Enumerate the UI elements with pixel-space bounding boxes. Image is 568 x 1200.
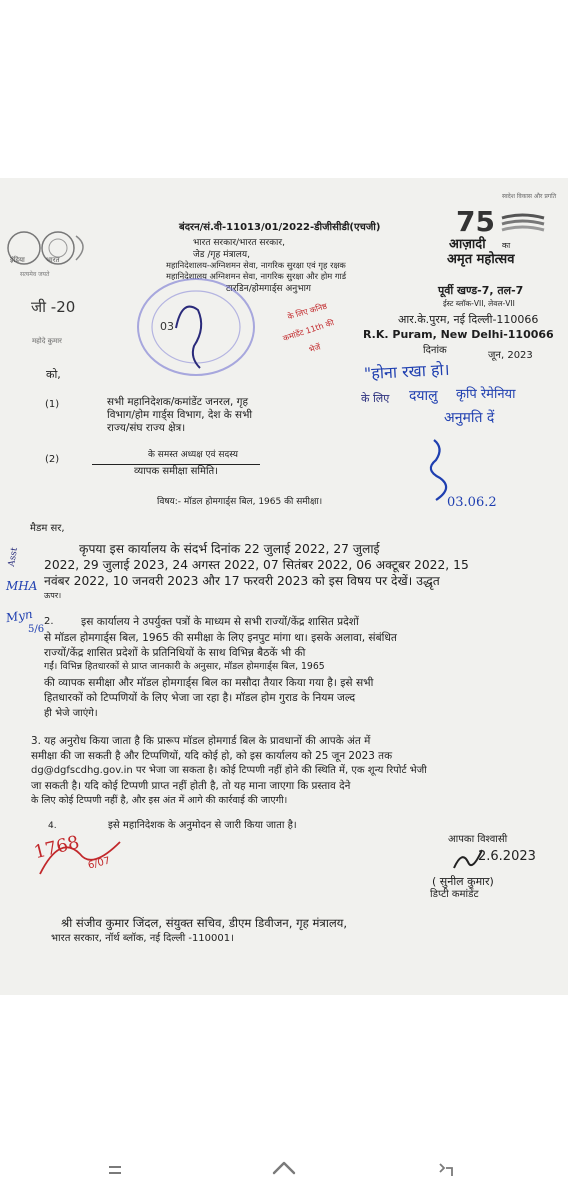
item-2-line-1: के समस्त अध्यक्ष एवं सदस्य <box>148 450 238 460</box>
address-line-2: ईस्ट ब्लॉक-VII, लेवल-VII <box>443 299 515 308</box>
small-line: महोदे कुमार <box>32 337 62 345</box>
salutation: मैडम सर, <box>30 523 65 534</box>
para2-line-2: से मॉडल होमगार्ड्स बिल, 1965 की समीक्षा के लिए इनपुट मांगा था। इसके अलावा, संबंधित <box>44 632 397 644</box>
home-outline-icon <box>271 1159 297 1181</box>
para1-line-1: कृपया इस कार्यालय के संदर्भ दिनांक 22 जुलाई 2022, 27 जुलाई <box>79 542 380 556</box>
stamp-number: 03 <box>160 320 174 333</box>
para3-line-5: के लिए कोई टिप्पणी नहीं है, और इस अंत में आगे की कार्रवाई की जाएगी। <box>31 795 288 806</box>
margin-note-2: MHA <box>6 579 38 593</box>
item-1-line-1: सभी महानिदेशक/कमांडेंट जनरल, गृह <box>107 396 248 408</box>
to-label: को, <box>46 368 61 381</box>
handwritten-red-number: 1768 <box>31 831 82 864</box>
para1-line-4: ऊपर। <box>44 591 62 600</box>
para2-line-4: गईं। विभिन्न हितधारकों से प्राप्त जानकारी के अनुसार, मॉडल होमगार्ड्स बिल, 1965 <box>44 661 325 672</box>
address-line-1: पूर्वी खण्ड-7, तल-7 <box>438 284 524 297</box>
gov-line-1: भारत सरकार/भारत सरकार, <box>193 238 285 248</box>
date-label: दिनांक <box>423 345 447 356</box>
margin-note-4: 5/6 <box>28 624 45 635</box>
flag-swoosh-icon <box>500 212 546 234</box>
address-line-4: R.K. Puram, New Delhi-110066 <box>363 328 554 341</box>
handwritten-note-red-2: कमांडेंट 11th की <box>281 318 336 343</box>
item-2-number: (2) <box>45 454 60 465</box>
para1-line-2: 2022, 29 जुलाई 2023, 24 अगस्त 2022, 07 सितंबर 2022, 06 अक्टूबर 2022, 15 <box>44 558 469 572</box>
handwritten-blue-date: 03.06.2 <box>447 495 497 510</box>
azadi-line-1: आज़ादी <box>449 237 486 252</box>
office-round-stamp <box>128 272 264 382</box>
para3-line-1: 3. यह अनुरोध किया जाता है कि प्रारूप मॉडल होमगार्ड बिल के प्रावधानों की आपके अंत में <box>31 735 371 747</box>
gov-line-3: महानिदेशालय-अग्निशमन सेवा, नागरिक सुरक्षा एवं गृह रक्षक <box>166 260 346 270</box>
gov-line-2: जेड /गृह मंत्रालय, <box>193 250 250 260</box>
para2-line-6: हितधारकों को टिप्पणियों के लिए भेजा जा रहा है। मॉडल होम गुराड के नियम जल्द <box>44 692 356 704</box>
menu-button[interactable] <box>95 1150 135 1190</box>
address-line-3: आर.के.पुरम, नई दिल्ली-110066 <box>398 313 539 326</box>
copy-line-1: श्री संजीव कुमार जिंदल, संयुक्त सचिव, डीएम डिवीजन, गृह मंत्रालय, <box>61 916 348 930</box>
gov-line-5: टारडिन/होमगार्ड्स अनुभाग <box>226 284 311 294</box>
signatory-title: डिप्टी कमांडेंट <box>430 889 479 900</box>
margin-note-1: Asst <box>6 546 21 568</box>
subject-line: विषय:- मॉडल होमगार्ड्स बिल, 1965 की समीक्षा। <box>157 497 323 507</box>
home-button[interactable] <box>264 1150 304 1190</box>
back-button[interactable] <box>426 1150 466 1190</box>
reference-label: जी -20 <box>31 298 76 316</box>
date-value: जून, 2023 <box>488 350 533 361</box>
para3-line-3: dg@dgfscdhg.gov.in पर भेजा जा सकता है। कोई टिप्पणी नहीं होने की स्थिति में, एक शून्य रिपोर्ट भेजी <box>31 765 427 776</box>
scanned-letter <box>0 178 568 995</box>
para4-text: इसे महानिदेशक के अनुमोदन से जारी किया जाता है। <box>108 820 297 831</box>
para4-number: 4. <box>48 821 57 831</box>
azadi-top: स्वदेश विकास और प्रगति <box>502 193 557 200</box>
gov-line-4: महानिदेशालय अग्निशमन सेवा, नागरिक सुरक्षा और होम गार्ड <box>166 271 347 281</box>
emblem-caption: सत्यमेव जयते <box>20 271 50 278</box>
handwritten-blue-line-3: अनुमति दें <box>444 410 495 426</box>
item-1-number: (1) <box>45 399 60 410</box>
para2-line-3: राज्यों/केंद्र शासित प्रदेशों के प्रतिनिधियों के साथ विभिन्न बैठकें भी की <box>44 647 306 659</box>
bottom-navigation-bar <box>0 1136 568 1200</box>
para2-line-5: की व्यापक समीक्षा और मॉडल होमगार्ड्स बिल का मसौदा तैयार किया गया है। इसे सभी <box>44 677 374 689</box>
yours-faithfully: आपका विश्वासी <box>448 834 508 845</box>
back-gesture-icon <box>434 1158 458 1182</box>
item-1-line-2: विभाग/होम गार्ड्स विभाग, देश के सभी <box>107 409 253 421</box>
handwritten-blue-line-2b: दयालु <box>409 388 438 404</box>
signatory-name: ( सुनील कुमार) <box>432 875 494 888</box>
handwritten-note-red-1: के लिए कनिष्ठ <box>286 301 328 322</box>
menu-lines-icon <box>104 1159 126 1181</box>
para3-line-4: जा सकती है। यदि कोई टिप्पणी प्राप्त नहीं होती है, तो यह माना जाएगा कि प्रस्ताव देने <box>31 780 351 792</box>
handwritten-blue-line-1: "होना रखा हो। <box>363 359 451 384</box>
para2-number: 2. <box>44 616 54 627</box>
handwritten-note-red-3: भेजें <box>307 342 322 355</box>
copy-line-2: भारत सरकार, नॉर्थ ब्लॉक, नई दिल्ली -110001। <box>51 933 234 944</box>
azadi-number: 75 <box>456 205 495 238</box>
logo-caption-left: इंडिया <box>10 256 25 264</box>
para1-line-3: नवंबर 2022, 10 जनवरी 2023 और 17 फरवरी 2023 को इस विषय पर देखें। उद्धृत <box>44 574 440 588</box>
item-1-line-3: राज्य/संघ राज्य क्षेत्र। <box>107 422 186 434</box>
underline <box>92 464 260 465</box>
handwritten-blue-line-2c: कृपि रेमेनिया <box>456 387 516 402</box>
azadi-line-2: अमृत महोत्सव <box>447 252 515 267</box>
azadi-ka: का <box>502 241 511 250</box>
para3-line-2: समीक्षा की जा सकती है और टिप्पणियों, यदि कोई हो, को इस कार्यालय को 25 जून 2023 तक <box>31 750 393 762</box>
item-2-line-2: व्यापक समीक्षा समिति। <box>134 466 219 477</box>
logo-caption-right: भारत <box>46 256 60 264</box>
handwritten-red-date: 6/07 <box>86 855 112 872</box>
signature-date: 2.6.2023 <box>478 849 536 864</box>
para2-line-7: ही भेजे जाएंगे। <box>44 708 98 719</box>
margin-note-3: Myn <box>4 606 34 626</box>
file-number: बंदरन/सं.वी-11013/01/2022-डीजीसीडी(एचजी) <box>179 222 381 233</box>
para2-line-1: इस कार्यालय ने उपर्युक्त पत्रों के माध्यम से सभी राज्यों/केंद्र शासित प्रदेशों <box>81 616 359 628</box>
handwritten-blue-line-2a: के लिए <box>361 392 390 405</box>
